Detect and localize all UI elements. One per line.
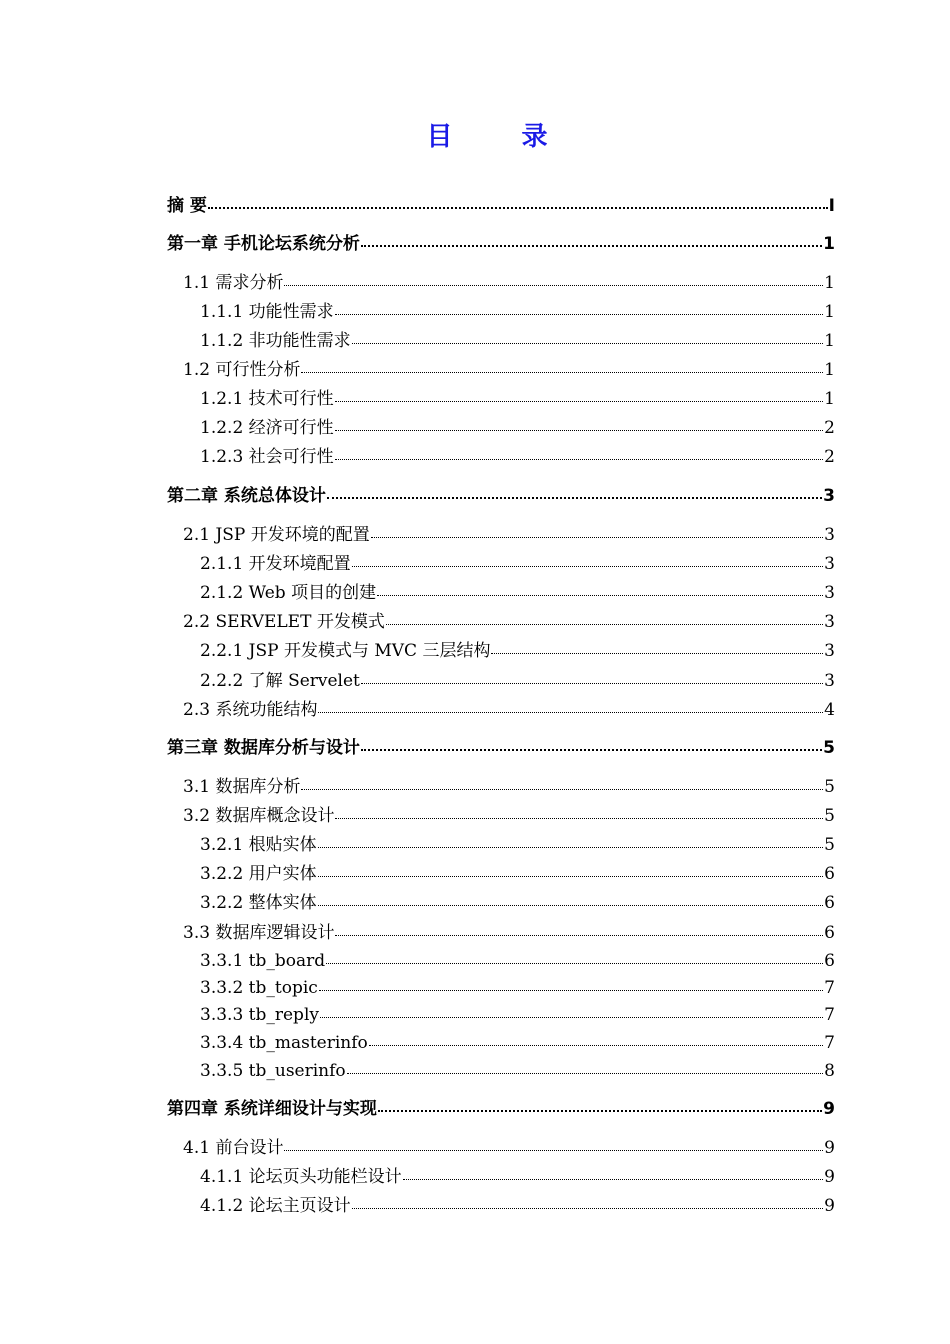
toc-entry-page-number: 8 (824, 1061, 835, 1081)
toc-entry[interactable] (183, 776, 835, 798)
toc-entry[interactable] (200, 446, 835, 468)
dot-leader (371, 537, 823, 538)
toc-entry-label: 4.1.2 论坛主页设计 (200, 1196, 351, 1216)
dot-leader (335, 314, 824, 315)
toc-entry-label: 3.2 数据库概念设计 (183, 806, 335, 826)
toc-entry[interactable] (183, 611, 835, 633)
dot-leader (284, 1150, 823, 1151)
toc-entry-page-number: 3 (824, 612, 835, 632)
dot-leader (318, 712, 823, 713)
toc-entry-label: 1.2.1 技术可行性 (200, 389, 334, 409)
toc-entry[interactable] (200, 863, 835, 885)
toc-entry[interactable] (200, 950, 835, 972)
toc-entry-page-number: 6 (824, 864, 835, 884)
toc-entry-label: 3.3.1 tb_board (200, 951, 326, 971)
dot-leader (386, 624, 823, 625)
toc-entry-label: 3.3 数据库逻辑设计 (183, 923, 335, 943)
toc-entry[interactable] (183, 524, 835, 546)
dot-leader (318, 876, 824, 877)
toc-entry-page-number: 1 (823, 234, 835, 254)
toc-entry[interactable] (200, 1032, 835, 1054)
dot-leader (369, 1045, 823, 1046)
toc-entry-label: 摘 要 (167, 196, 207, 216)
toc-entry-label: 1.2 可行性分析 (183, 360, 301, 380)
dot-leader (335, 401, 824, 402)
toc-entry-label: 第四章 系统详细设计与实现 (167, 1099, 377, 1119)
toc-entry-page-number: 3 (824, 583, 835, 603)
toc-entry-label: 4.1 前台设计 (183, 1138, 284, 1158)
dot-leader (352, 1208, 824, 1209)
toc-entry-label: 1.1 需求分析 (183, 273, 284, 293)
toc-entry-label: 第三章 数据库分析与设计 (167, 738, 360, 758)
toc-entry-page-number: 7 (824, 1005, 835, 1025)
toc-entry[interactable] (200, 417, 835, 439)
toc-entry-label: 第一章 手机论坛系统分析 (167, 234, 360, 254)
toc-entry[interactable] (167, 233, 835, 255)
toc-entry-page-number: 7 (824, 1033, 835, 1053)
toc-entry-page-number: 3 (824, 671, 835, 691)
toc-entry[interactable] (183, 922, 835, 944)
toc-entry[interactable] (200, 670, 835, 692)
toc-entry-label: 3.1 数据库分析 (183, 777, 301, 797)
toc-entry-label: 4.1.1 论坛页头功能栏设计 (200, 1167, 402, 1187)
toc-entry-label: 2.1 JSP 开发环境的配置 (183, 525, 370, 545)
dot-leader (318, 905, 824, 906)
toc-entry-label: 3.3.3 tb_reply (200, 1005, 319, 1025)
toc-entry-label: 2.2.2 了解 Servelet (200, 671, 360, 691)
dot-leader (361, 683, 823, 684)
toc-entry[interactable] (167, 737, 835, 759)
dot-leader (403, 1179, 824, 1180)
toc-entry-label: 3.3.2 tb_topic (200, 978, 318, 998)
toc-entry[interactable] (183, 359, 835, 381)
toc-entry[interactable] (183, 699, 835, 721)
toc-entry[interactable] (200, 977, 835, 999)
dot-leader (335, 935, 823, 936)
toc-entry[interactable] (200, 1195, 835, 1217)
dot-leader (335, 459, 824, 460)
toc-entry[interactable] (167, 485, 835, 507)
toc-entry-page-number: 1 (824, 273, 835, 293)
toc-entry-page-number: 4 (824, 700, 835, 720)
dot-leader (361, 749, 822, 751)
dot-leader (352, 343, 824, 344)
dot-leader (326, 963, 823, 964)
toc-entry-label: 3.2.1 根贴实体 (200, 835, 317, 855)
toc-entry[interactable] (200, 582, 835, 604)
toc-entry[interactable] (167, 195, 835, 217)
dot-leader (347, 1073, 824, 1074)
toc-entry-label: 2.2.1 JSP 开发模式与 MVC 三层结构 (200, 641, 491, 661)
toc-entry-page-number: 5 (824, 806, 835, 826)
dot-leader (491, 653, 823, 654)
toc-entry[interactable] (183, 805, 835, 827)
toc-entry[interactable] (200, 1060, 835, 1082)
toc-entry-label: 3.3.5 tb_userinfo (200, 1061, 346, 1081)
toc-entry-label: 2.2 SERVELET 开发模式 (183, 612, 385, 632)
dot-leader (377, 595, 823, 596)
dot-leader (284, 285, 823, 286)
toc-entry[interactable] (200, 553, 835, 575)
dot-leader (301, 372, 823, 373)
toc-entry-page-number: 6 (824, 951, 835, 971)
toc-entry[interactable] (200, 1166, 835, 1188)
toc-entry-label: 1.1.1 功能性需求 (200, 302, 334, 322)
toc-entry-page-number: 2 (824, 418, 835, 438)
toc-entry-page-number: 3 (824, 554, 835, 574)
toc-entry-label: 2.1.2 Web 项目的创建 (200, 583, 377, 603)
toc-entry-label: 1.2.2 经济可行性 (200, 418, 334, 438)
toc-entry-page-number: 1 (824, 331, 835, 351)
toc-entry[interactable] (183, 1137, 835, 1159)
toc-entry-page-number: 6 (824, 923, 835, 943)
dot-leader (320, 1017, 823, 1018)
toc-entry[interactable] (200, 834, 835, 856)
toc-entry-label: 3.3.4 tb_masterinfo (200, 1033, 368, 1053)
toc-entry-page-number: 9 (824, 1167, 835, 1187)
toc-entry-page-number: 6 (824, 893, 835, 913)
toc-entry-page-number: 5 (823, 738, 835, 758)
dot-leader (319, 990, 823, 991)
toc-entry[interactable] (167, 1098, 835, 1120)
dot-leader (378, 1110, 822, 1112)
toc-entry-label: 2.3 系统功能结构 (183, 700, 318, 720)
toc-entry-page-number: 3 (824, 641, 835, 661)
toc-entry[interactable] (183, 272, 835, 294)
toc-entry-page-number: 3 (823, 486, 835, 506)
toc-entry-label: 1.2.3 社会可行性 (200, 447, 334, 467)
toc-entry[interactable] (200, 892, 835, 914)
toc-entry-page-number: 9 (824, 1196, 835, 1216)
toc-entry-page-number: 5 (824, 777, 835, 797)
dot-leader (318, 847, 824, 848)
toc-entry[interactable] (200, 301, 835, 323)
toc-entry-page-number: 5 (824, 835, 835, 855)
toc-entry-page-number: 3 (824, 525, 835, 545)
dot-leader (208, 207, 828, 209)
toc-title: 目 录 (426, 122, 578, 152)
dot-leader (335, 430, 824, 431)
toc-entry[interactable] (200, 1004, 835, 1026)
dot-leader (301, 789, 823, 790)
dot-leader (327, 497, 822, 499)
toc-entry-page-number: 1 (824, 360, 835, 380)
toc-entry-page-number: 1 (824, 302, 835, 322)
dot-leader (361, 245, 822, 247)
toc-entry-label: 3.2.2 整体实体 (200, 893, 317, 913)
toc-entry-page-number: 1 (824, 389, 835, 409)
toc-entry-page-number: 7 (824, 978, 835, 998)
toc-entry-page-number: 9 (823, 1099, 835, 1119)
toc-entry-label: 第二章 系统总体设计 (167, 486, 326, 506)
toc-entry[interactable] (200, 388, 835, 410)
toc-entry-label: 2.1.1 开发环境配置 (200, 554, 351, 574)
toc-entry-page-number: 9 (824, 1138, 835, 1158)
toc-entry-label: 3.2.2 用户实体 (200, 864, 317, 884)
toc-entry-page-number: 2 (824, 447, 835, 467)
toc-entry-page-number: I (828, 196, 835, 216)
dot-leader (352, 566, 824, 567)
toc-entry-label: 1.1.2 非功能性需求 (200, 331, 351, 351)
toc-entry[interactable] (200, 330, 835, 352)
dot-leader (335, 818, 823, 819)
toc-entry[interactable] (200, 640, 835, 662)
